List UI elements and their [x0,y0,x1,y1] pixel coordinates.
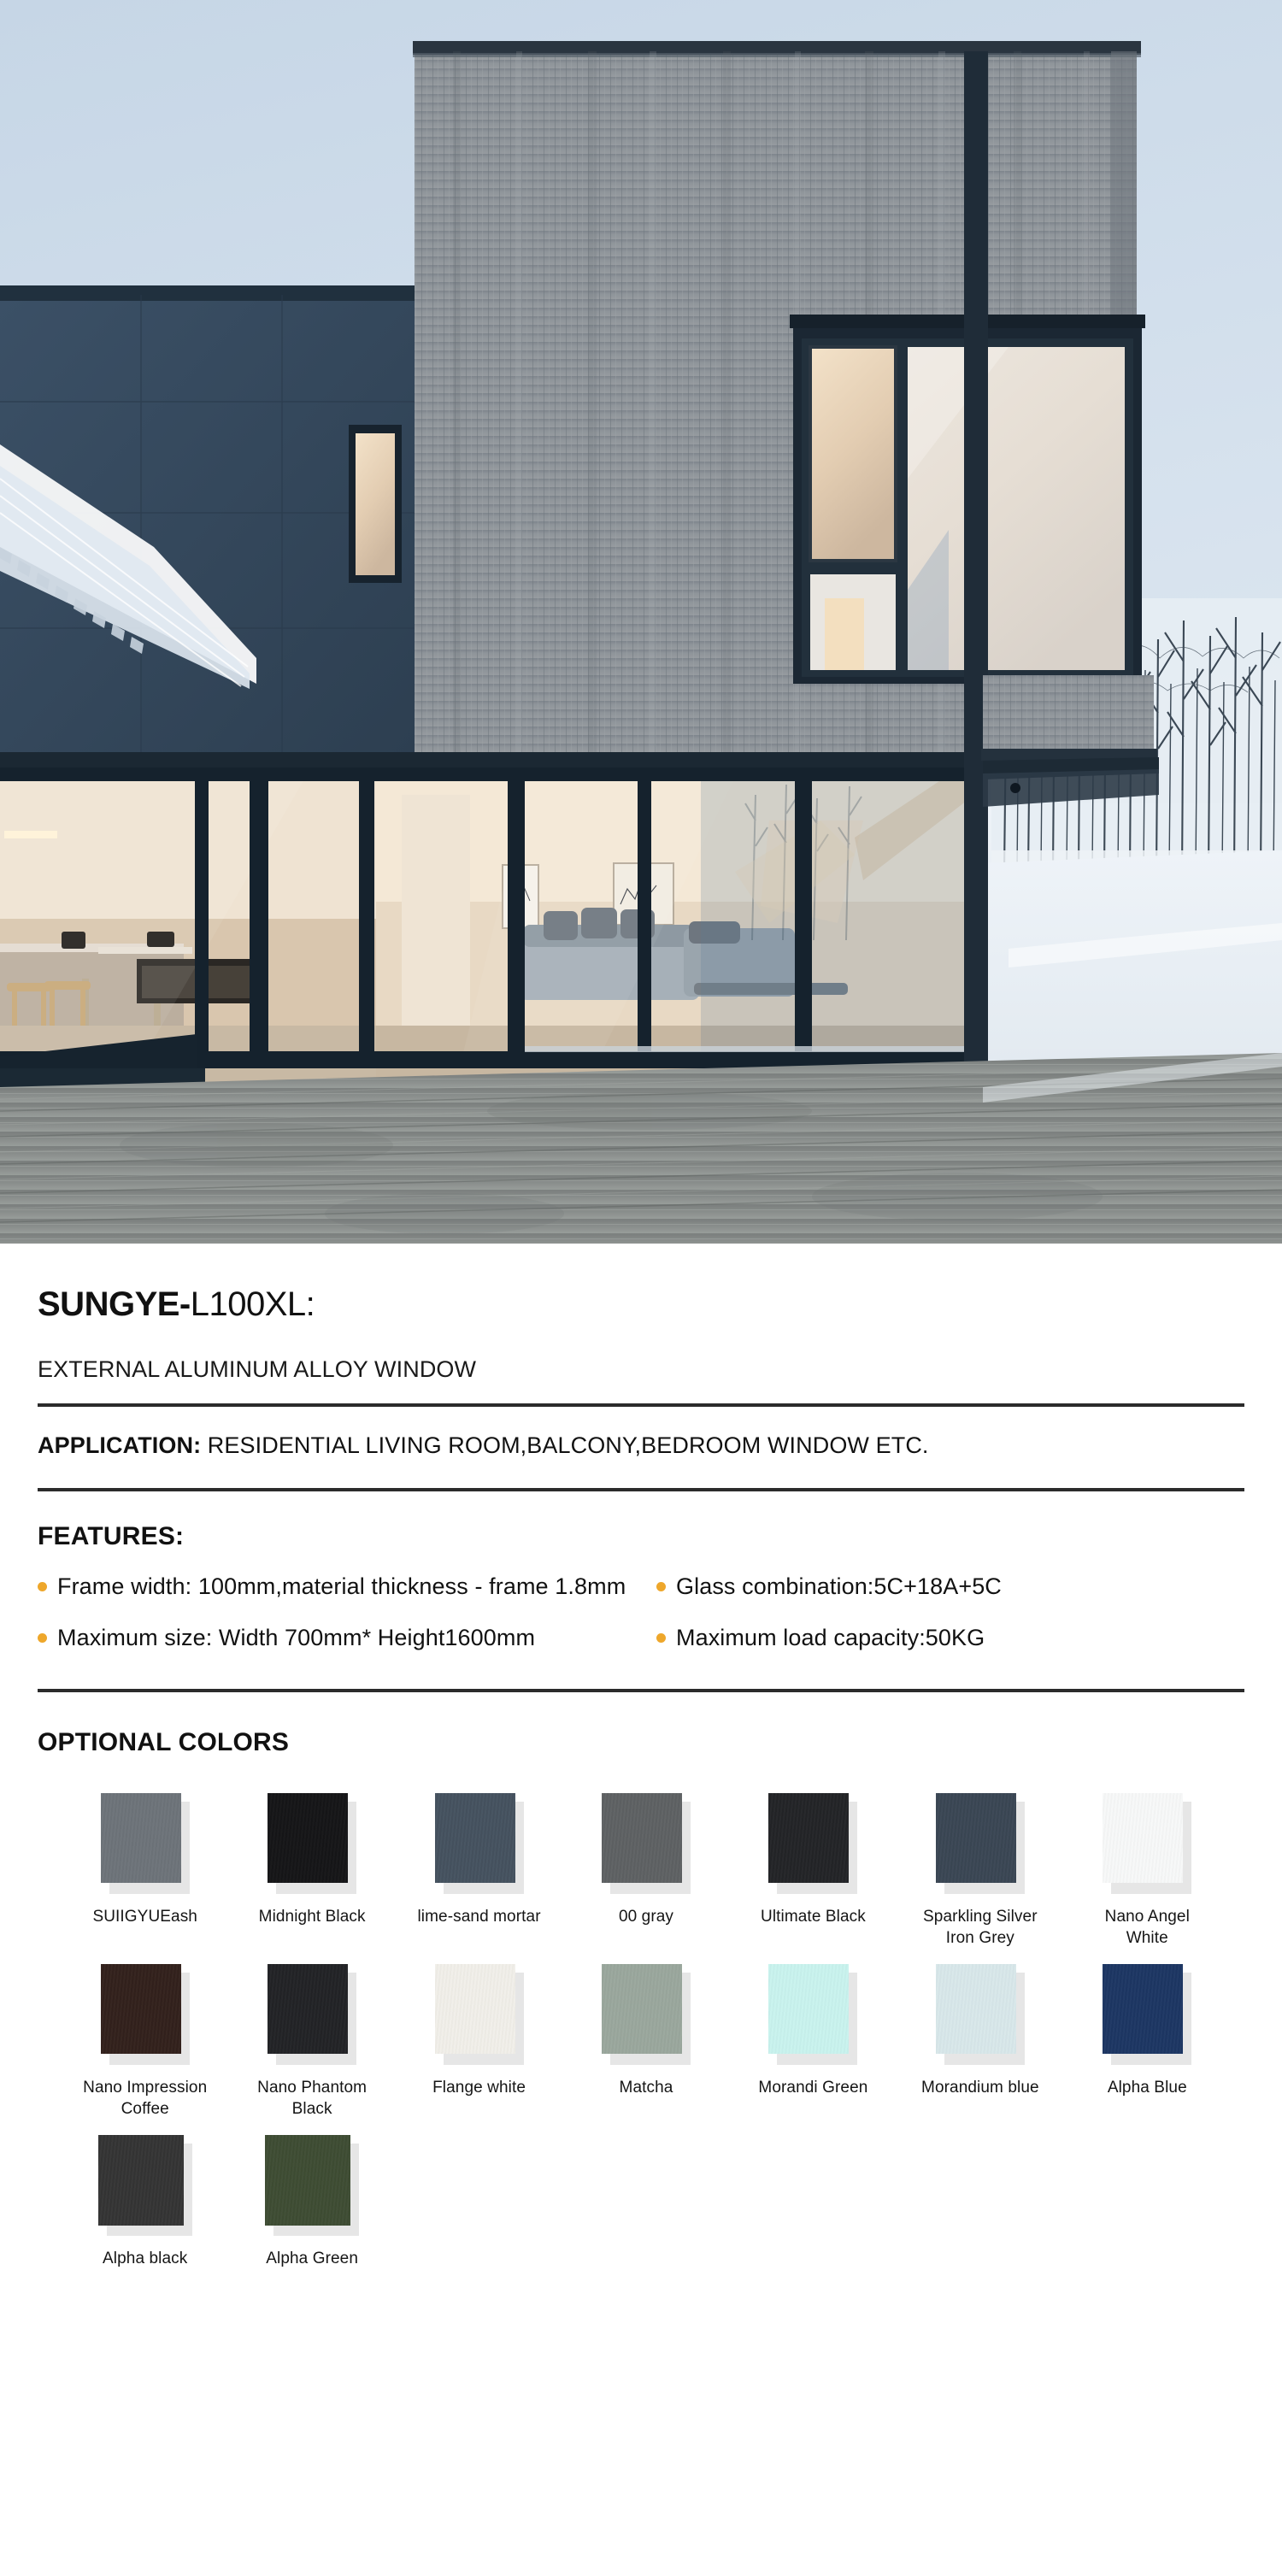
swatch-label: Alpha black [103,2249,188,2267]
swatch-label: Alpha Green [266,2249,359,2267]
swatch-color-chip[interactable] [602,1793,682,1883]
swatch-color-chip[interactable] [98,2135,184,2226]
swatch-color-chip[interactable] [101,1793,181,1883]
product-brand: SUNGYE- [38,1285,191,1323]
product-subtitle: EXTERNAL ALUMINUM ALLOY WINDOW [38,1356,477,1382]
swatch-label: lime-sand mortar [417,1907,541,1926]
swatch-label: Nano Phantom Black [257,2078,368,2118]
swatch-chip-wrap [1103,1964,1191,2065]
features-heading: FEATURES: [38,1522,185,1550]
swatch-label: Morandium blue [921,2078,1039,2097]
feature-item [38,1570,641,1603]
bullet-icon [38,1582,47,1591]
features-column-right [641,1570,1244,1673]
features-list [38,1570,1244,1673]
swatch-color-chip[interactable] [602,1964,682,2054]
feature-text: Frame width: 100mm,material thickness - frame 1.8mm [57,1573,626,1599]
swatch-color-chip[interactable] [101,1964,181,2054]
swatch-chip-wrap [268,1793,356,1894]
swatch-label: Ultimate Black [761,1907,866,1926]
color-swatch[interactable] [730,1964,897,2120]
swatch-chip-wrap [101,1964,190,2065]
swatch-color-chip[interactable] [435,1793,515,1883]
swatch-color-chip[interactable] [936,1964,1016,2054]
swatch-label: Midnight Black [258,1907,366,1926]
bullet-icon [656,1582,666,1591]
color-swatch-grid [38,1793,1244,2269]
color-swatch[interactable] [562,1793,729,1949]
swatch-chip-wrap [936,1793,1025,1894]
swatch-color-chip[interactable] [936,1793,1016,1883]
swatch-chip-wrap [602,1964,691,2065]
application-line [38,1432,1244,1459]
swatch-chip-wrap [1103,1793,1191,1894]
optional-colors-heading: OPTIONAL COLORS [38,1727,290,1756]
color-swatch[interactable] [1064,1793,1231,1949]
feature-item [38,1621,641,1654]
color-swatch[interactable] [228,1793,395,1949]
bullet-icon [656,1633,666,1643]
color-swatch[interactable] [1064,1964,1231,2120]
swatch-color-chip[interactable] [1103,1793,1183,1883]
feature-text: Maximum load capacity:50KG [676,1625,985,1651]
swatch-label: Sparkling Silver Iron Grey [923,1907,1038,1947]
color-swatch[interactable] [228,2135,395,2269]
swatch-label: SUIIGYUEash [92,1907,197,1926]
swatch-label: Morandi Green [758,2078,868,2097]
swatch-chip-wrap [936,1964,1025,2065]
application-value: RESIDENTIAL LIVING ROOM,BALCONY,BEDROOM WINDOW ETC. [201,1432,929,1458]
divider-application [38,1488,1244,1491]
feature-text: Maximum size: Width 700mm* Height1600mm [57,1625,536,1651]
color-swatch[interactable] [62,1964,228,2120]
swatch-chip-wrap [98,2135,192,2236]
color-swatch[interactable] [228,1964,395,2120]
swatch-color-chip[interactable] [435,1964,515,2054]
color-swatch[interactable] [62,2135,228,2269]
divider-features [38,1689,1244,1692]
color-swatch[interactable] [396,1793,562,1949]
swatch-color-chip[interactable] [268,1964,348,2054]
swatch-label: Flange white [432,2078,526,2097]
swatch-label: Nano Angel White [1104,1907,1190,1947]
swatch-chip-wrap [435,1793,524,1894]
swatch-chip-wrap [265,2135,359,2236]
swatch-chip-wrap [602,1793,691,1894]
color-swatch[interactable] [562,1964,729,2120]
bullet-icon [38,1633,47,1643]
swatch-label: Nano Impression Coffee [83,2078,208,2118]
color-swatch[interactable] [897,1793,1063,1949]
swatch-color-chip[interactable] [768,1793,849,1883]
swatch-label: 00 gray [618,1907,674,1926]
color-swatch[interactable] [897,1964,1063,2120]
feature-item [656,1570,1244,1603]
product-info [0,1285,1282,2269]
swatch-color-chip[interactable] [268,1793,348,1883]
swatch-chip-wrap [768,1793,857,1894]
features-column-left [38,1570,641,1673]
divider-top [38,1403,1244,1407]
page-title [38,1285,1244,1324]
color-swatch[interactable] [62,1793,228,1949]
color-swatch[interactable] [730,1793,897,1949]
swatch-color-chip[interactable] [768,1964,849,2054]
feature-text: Glass combination:5C+18A+5C [676,1573,1002,1599]
swatch-chip-wrap [101,1793,190,1894]
swatch-color-chip[interactable] [1103,1964,1183,2054]
swatch-chip-wrap [268,1964,356,2065]
swatch-color-chip[interactable] [265,2135,350,2226]
product-model: L100XL: [190,1285,315,1323]
swatch-chip-wrap [768,1964,857,2065]
color-swatch[interactable] [396,1964,562,2120]
hero-image [0,0,1282,1244]
feature-item [656,1621,1244,1654]
swatch-label: Matcha [619,2078,673,2097]
swatch-label: Alpha Blue [1107,2078,1187,2097]
application-label: APPLICATION: [38,1432,202,1458]
swatch-chip-wrap [435,1964,524,2065]
hero-illustration [0,0,1282,1244]
